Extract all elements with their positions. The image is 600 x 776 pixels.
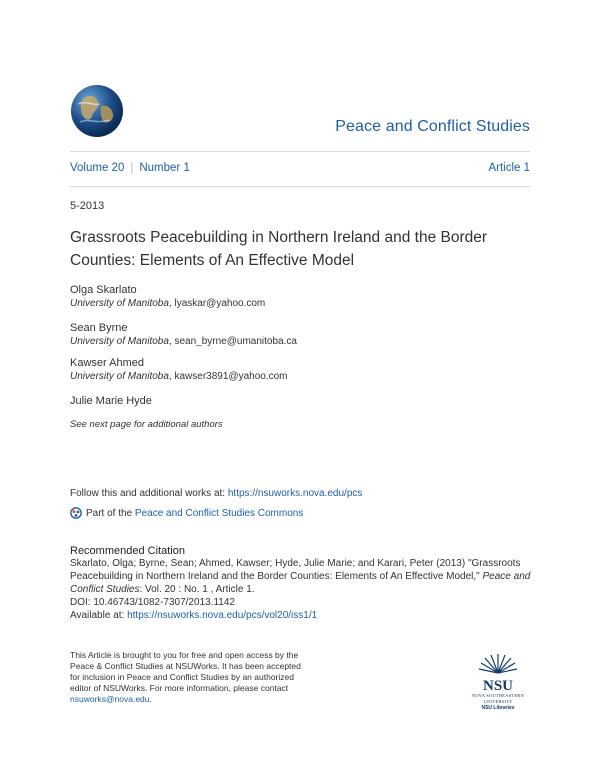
author-email: sean_byrne@umanitoba.ca	[174, 336, 297, 347]
author-affiliation: University of Manitoba	[70, 336, 169, 347]
access-end: .	[149, 694, 152, 704]
author-name: Olga Skarlato	[70, 284, 137, 296]
author-affiliation: University of Manitoba	[70, 371, 169, 382]
additional-authors-note: See next page for additional authors	[70, 419, 223, 430]
sunburst-icon	[478, 652, 518, 674]
nsu-letters: NSU	[482, 678, 513, 694]
author-3: Kawser Ahmed University of Manitoba, kawser3891@yahoo.com	[70, 357, 288, 382]
author-name: Sean Byrne	[70, 322, 128, 334]
issue-divider	[70, 186, 530, 187]
article-url-link[interactable]: https://nsuworks.nova.edu/pcs/vol20/iss1/1	[127, 610, 318, 621]
journal-title-link[interactable]: Peace and Conflict Studies	[335, 118, 530, 135]
part-of-prefix: Part of the	[86, 507, 135, 519]
citation-text: Skarlato, Olga; Byrne, Sean; Ahmed, Kawser; Hyde, Julie Marie; and Karari, Peter (2013) "Grassroots Peacebuilding in Northern Ireland and the Border Counties: Elements of An Effective Model,"	[70, 558, 521, 582]
citation-body	[70, 557, 532, 622]
nsu-university-name: NOVA SOUTHEASTERN UNIVERSITY	[472, 693, 524, 704]
access-text: This Article is brought to you for free and open access by the Peace & Conflict Studies at NSUWorks. It has been accepted for inclusion in Peace and Conflict Studies by an authorized editor of NSUWorks. For more information, please contact	[70, 650, 301, 693]
citation-journal: Peace and Conflict Studies	[70, 571, 531, 595]
author-name: Kawser Ahmed	[70, 357, 144, 369]
author-2: Sean Byrne University of Manitoba, sean_byrne@umanitoba.ca	[70, 322, 297, 347]
publication-date: 5-2013	[70, 200, 105, 212]
volume-link[interactable]: Volume 20	[70, 162, 125, 174]
separator: |	[130, 162, 134, 174]
globe-logo-icon	[70, 84, 124, 138]
citation-heading: Recommended Citation	[70, 545, 185, 557]
nsu-libraries-logo	[462, 652, 534, 712]
nsuworks-pcs-link[interactable]: https://nsuworks.nova.edu/pcs	[227, 488, 363, 499]
header-divider	[70, 151, 530, 152]
article-link[interactable]: Article 1	[488, 162, 530, 174]
author-1: Olga Skarlato University of Manitoba, lyaskar@yahoo.com	[70, 284, 266, 309]
available-prefix: Available at:	[70, 610, 128, 621]
contact-email-link[interactable]: nsuworks@nova.edu	[70, 694, 150, 704]
citation-doi: DOI: 10.46743/1082-7307/2013.1142	[70, 597, 235, 608]
commons-link[interactable]: Peace and Conflict Studies Commons	[134, 507, 304, 519]
author-name: Julie Marie Hyde	[70, 395, 152, 407]
follow-prefix: Follow this and additional works at:	[70, 488, 228, 499]
access-statement	[70, 650, 310, 705]
author-email: lyaskar@yahoo.com	[174, 298, 266, 309]
number-link[interactable]: Number 1	[139, 162, 190, 174]
author-email: kawser3891@yahoo.com	[174, 371, 288, 382]
article-title: Grassroots Peacebuilding in Northern Ireland and the Border Counties: Elements of An Effective Model	[70, 229, 488, 269]
network-commons-icon	[70, 507, 82, 519]
author-4	[70, 394, 152, 408]
nsu-libraries-label: NSU Libraries	[481, 705, 515, 711]
follow-line	[70, 488, 362, 499]
issue-navigation	[70, 162, 530, 174]
author-affiliation: University of Manitoba	[70, 298, 169, 309]
part-of-line	[70, 507, 303, 519]
citation-volume: : Vol. 20 : No. 1 , Article 1.	[139, 584, 255, 595]
